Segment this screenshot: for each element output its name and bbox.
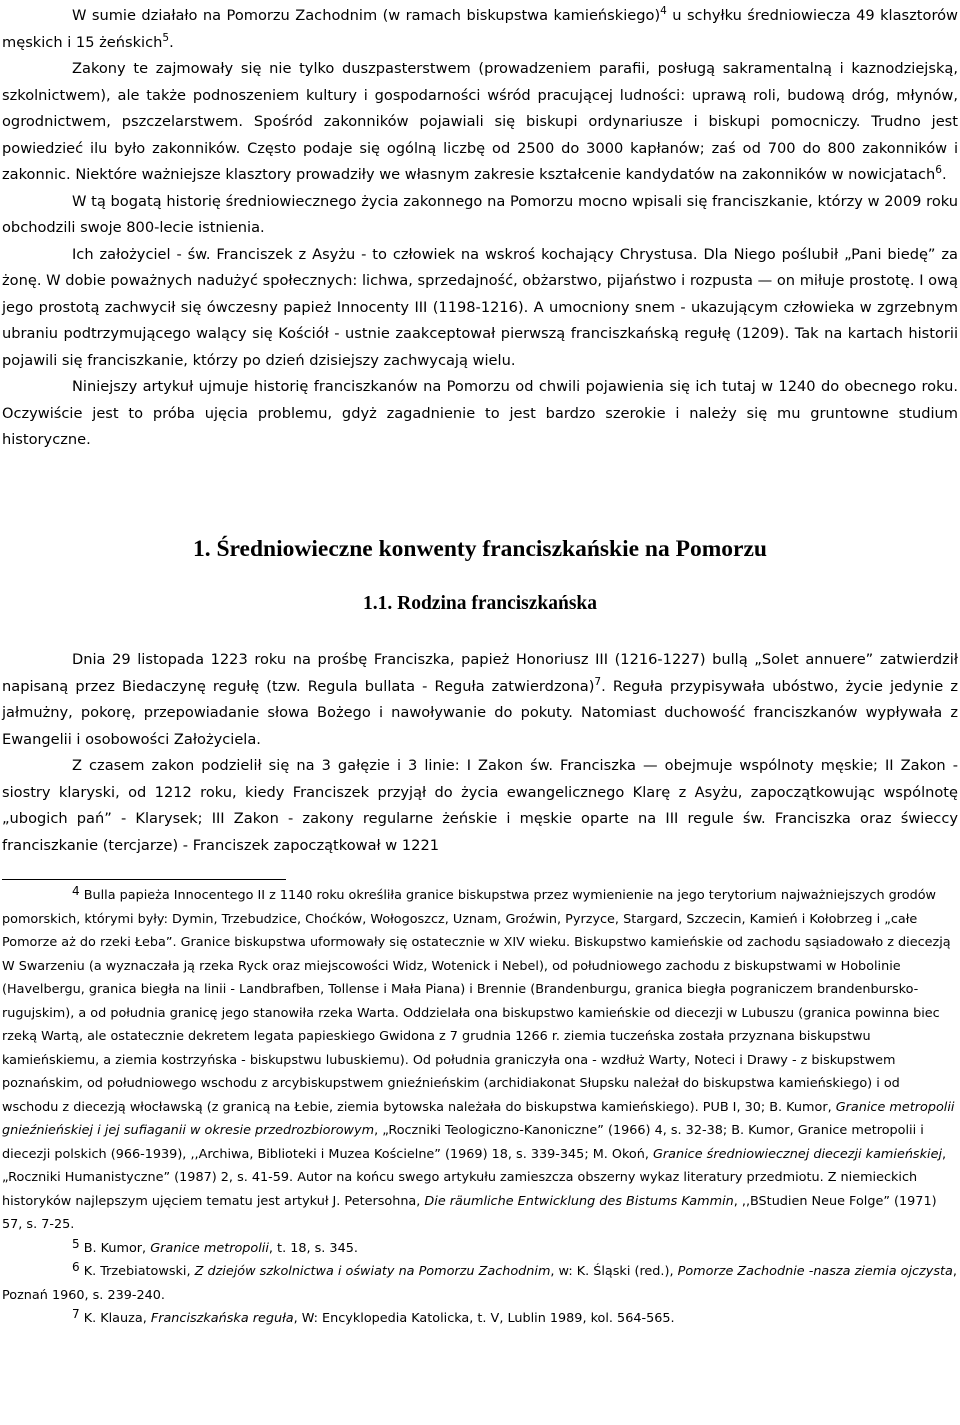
paragraph-3: W tą bogatą historię średniowiecznego życia zakonnego na Pomorzu mocno wpisali się franciszkanie, którzy w 2009 roku obchodzili swoje 800-lecie istnienia. (2, 192, 958, 236)
footnote-6 (2, 1260, 958, 1307)
footnote-7 (2, 1307, 958, 1331)
paragraph-5: Niniejszy artykuł ujmuje historię franciszkanów na Pomorzu od chwili pojawienia się ich tutaj w 1240 do obecnego roku. Oczywiście jest to próba ujęcia problemu, gdyż zagadnienie to jest bardzo szerokie i należy się mu gruntowne studium historyczne. (2, 378, 958, 448)
paragraph-text: . (941, 166, 947, 183)
footnote-text: K. Trzebiatowski, (79, 1264, 195, 1279)
paragraph-text: Zakony te zajmowały się nie tylko duszpasterstwem (prowadzeniem parafii, posługą sakramentalną i kaznodziejską, szkolnictwem), ale także podnoszeniem kultury i gospodarności wśród pracującej ludności: uprawą roli, budową dróg, młynów, ogrodnictwem, pszczelarstwem. Spośród zakonników pojawiali się biskupi ordynariusze i biskupi pomocniczy. Trudno jest powiedzieć ilu było zakonników. Często podaje się ogólną liczbę od 2500 do 3000 kapłanów; zaś od 700 do 800 zakonników i zakonnic. Niektóre ważniejsze klasztory prowadziły we własnym zakresie kształcenie kandydatów na zakonników w nowicjatach (2, 60, 958, 183)
footnotes (2, 884, 958, 1331)
footnote-number: 5 (72, 1236, 80, 1251)
paragraph-text: . Reguła przypisywała ubóstwo, życie jedynie z jałmużny, pokorę, przepowiadanie słowa Bożego i nawoływanie do pokuty. Natomiast duchowość franciszkanów wypływała z Ewangelii i osobowości Założyciela. (2, 677, 958, 748)
footnote-4 (2, 884, 958, 1237)
footnote-text: , „Roczniki Teologiczno-Kanoniczne” (1966) 4, s. 32-38; B. Kumor, Granice metropolii i diecezji polskich (966-1939), ,,Archiwa, Biblioteki i Muzea Kościelne” (1969) 18, s. 339-345; M. Okoń, (2, 1123, 924, 1162)
footnote-ref-7: 7 (594, 675, 602, 688)
paragraph-text: . (169, 33, 174, 51)
footnote-text: , ,,BStudien Neue Folge” (1971) 57, s. 7-25. (2, 1193, 937, 1232)
section-heading: 1. Średniowieczne konwenty franciszkańskie na Pomorzu (192, 536, 767, 562)
intro-text (2, 3, 958, 454)
subsection-heading: 1.1. Rodzina franciszkańska (362, 593, 598, 614)
footnote-ref-4: 4 (660, 5, 667, 18)
paragraph-7: Z czasem zakon podzielił się na 3 gałęzie i 3 linie: I Zakon św. Franciszka — obejmuje wspólnoty męskie; II Zakon - siostry klaryski, od 1212 roku, kiedy Franciszek przyjął do życia ewangelicznego Klarę z Asyżu, zapoczątkowując wspólnotę „ubogich pań” - Klarysek; III Zakon - zakony regularne żeńskie i męskie oparte na III regule św. Franciszka oraz świeccy franciszkanie (tercjarze) - Franciszek zapoczątkował w 1221 (2, 757, 958, 854)
footnote-ref-6: 6 (935, 164, 942, 177)
paragraph-text: W sumie działało na Pomorzu Zachodnim (w ramach biskupstwa kamieńskiego) (72, 7, 661, 24)
footnote-text: , „Roczniki Humanistyczne” (1987) 2, s. 41-59. Autor na końcu swego artykułu zamieszcza obszerny wykaz literatury przedmiotu. Z niemieckich historyków najlepszym ujęciem tematu jest artykuł J. Petersohna, (2, 1146, 947, 1209)
footnote-text: , Poznań 1960, s. 239-240. (2, 1264, 957, 1303)
footnote-ref-5: 5 (162, 31, 170, 44)
paragraph-6 (2, 647, 958, 753)
footnote-number: 4 (72, 884, 80, 898)
footnote-5 (2, 1237, 958, 1261)
paragraph-4: Ich założyciel - św. Franciszek z Asyżu - to człowiek na wskroś kochający Chrystusa. Dla Niego poślubił „Pani biedę” za żonę. W dobie poważnych nadużyć społecznych: lichwa, sprzedajność, obżarstwo, pijaństwo i rozpusta — on miłuje prostotę. I ową jego prostotą zachwycił się ówczesny papież Innocenty III (1198-1216). A umocniony snem - ukazującym człowieka w zgrzebnym ubraniu podtrzymującego walący się Kościół - ustnie zaakceptował pierwszą franciszkańską regułę (1209). Tak na kartach historii pojawili się franciszkanie, którzy po dzień dzisiejszy zachwycają wielu. (2, 245, 958, 369)
footnote-text: , w: K. Śląski (red.), (550, 1264, 678, 1279)
footnote-text: K. Klauza, (79, 1311, 151, 1326)
footnote-title: Die räumliche Entwicklung des Bistums Kammin (424, 1193, 734, 1209)
paragraph-text: Dnia 29 listopada 1223 roku na prośbę Franciszka, papież Honoriusz III (1216-1227) bullą „Solet annuere” zatwierdził napisaną przez Biedaczynę regułę (tzw. Regula bullata - Reguła zatwierdzona) (2, 651, 958, 695)
footnote-title: Granice metropolii (150, 1240, 269, 1256)
footnote-text: , t. 18, s. 345. (268, 1240, 358, 1256)
footnote-title: Pomorze Zachodnie -nasza ziemia ojczysta (677, 1264, 953, 1279)
footnote-title: Granice metropolii gnieźnieńskiej i jej sufiaganii w okresie przedrozbiorowym (2, 1099, 955, 1138)
section-text (2, 647, 958, 859)
footnote-number: 7 (72, 1307, 80, 1321)
paragraph-text: u schyłku średniowiecza 49 klasztorów męskich i 15 żeńskich (2, 7, 958, 51)
paragraph-2 (2, 56, 958, 189)
footnote-number: 6 (72, 1260, 80, 1274)
footnote-separator (2, 879, 286, 880)
footnote-title: Franciszkańska reguła (150, 1311, 294, 1326)
footnote-title: Granice średniowiecznej diecezji kamieńskiej (652, 1146, 942, 1162)
footnote-text: Bulla papieża Innocentego II z 1140 roku określiła granice biskupstwa przez wymienienie na jego terytorium najważniejszych grodów pomorskich, którymi były: Dymin, Trzebudzice, Choćków, Wołogoszcz, Uznam, Groźwin, Pyrzyce, Stargard, Szczecin, Kamień i Kołobrzeg i „całe Pomorze aż do rzeki Łeba”. Granice biskupstwa uformowały się ostatecznie w XIV wieku. Biskupstwo kamieńskie od zachodu sąsiadowało z diecezją W Swarzeniu (a wyznaczała ją rzeka Ryck oraz miejscowości Widz, Wotenick i Nebel), od południowego zachodu z biskupstwami w Hobolinie (Havelbergu, granica biegła na linii - Landbrafben, Tollense i Mała Piana) i Brennie (Brandenburgu, granica biegła pograniczem brandenbursko-rugujskim), a od południa granicę jego stanowiła rzeka Warta. Oddzielała ona biskupstwo kamieńskie od diecezji w Lubuszu (granica powinna biec rzeką Wartą, ale ostatecznie dekretem legata papieskiego Gwidona z 7 grudnia 1266 r. ziemia tuczeńska została przyznana biskupstwu kamieńskiemu, a ziemia kostrzyńska - biskupstwu lubuskiemu). Od południa graniczyła ona - wzdłuż Warty, Noteci i Drawy - z biskupstwem poznańskim, od południowego wschodu z arcybiskupstwem gnieźnieńskim (archidiakonat Słupsku należał do biskupstwa kamieńskiego) i od wschodu z diecezją włocławską (z granicą na Łebie, ziemia bytowska należała do biskupstwa kamieńskiego). PUB I, 30; B. Kumor, (2, 888, 951, 1115)
paragraph-1 (2, 3, 958, 56)
footnote-text: , W: Encyklopedia Katolicka, t. V, Lublin 1989, kol. 564-565. (293, 1311, 675, 1326)
footnote-title: Z dziejów szkolnictwa i oświaty na Pomorzu Zachodnim (194, 1264, 551, 1279)
footnote-text: B. Kumor, (79, 1240, 151, 1256)
